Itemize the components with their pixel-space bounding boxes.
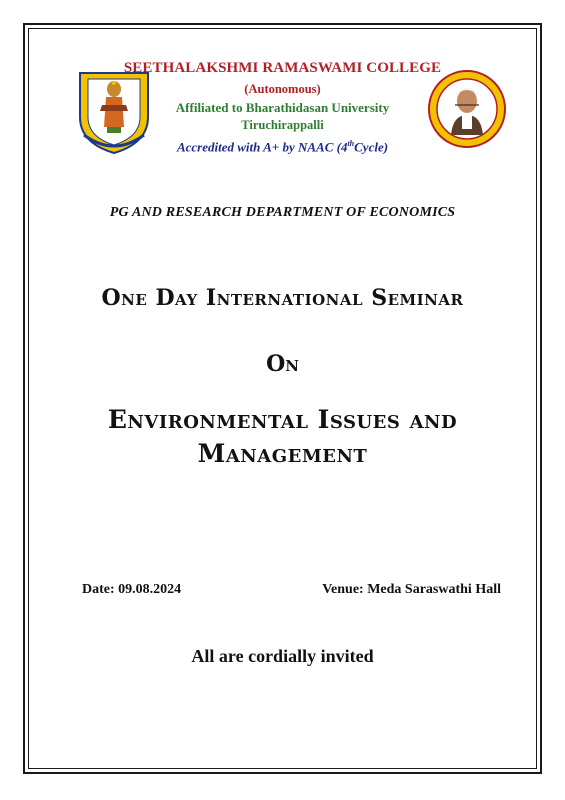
college-city: Tiruchirappalli: [241, 118, 324, 132]
seminar-topic-line2: Management: [197, 439, 368, 468]
accreditation: [0, 139, 565, 155]
accreditation-text: Accredited with A+ by NAAC (4: [176, 139, 348, 155]
accreditation-ordinal: th: [347, 139, 355, 148]
affiliation: Affiliated to Bharathidasan University: [175, 100, 390, 115]
seminar-title: One Day International Seminar: [101, 285, 464, 311]
invitation-line: All are cordially invited: [191, 646, 374, 666]
seminar-on: On: [266, 351, 299, 377]
seminar-topic-line1: Environmental Issues and: [107, 405, 458, 434]
accreditation-cycle: Cycle): [354, 139, 389, 155]
college-name: SEETHALAKSHMI RAMASWAMI COLLEGE: [123, 60, 442, 76]
department-name: PG AND RESEARCH DEPARTMENT OF ECONOMICS: [109, 205, 456, 220]
event-date: Date: 09.08.2024: [82, 582, 182, 597]
autonomous-status: (Autonomous): [244, 82, 321, 96]
event-venue: Venue: Meda Saraswathi Hall: [322, 582, 501, 597]
